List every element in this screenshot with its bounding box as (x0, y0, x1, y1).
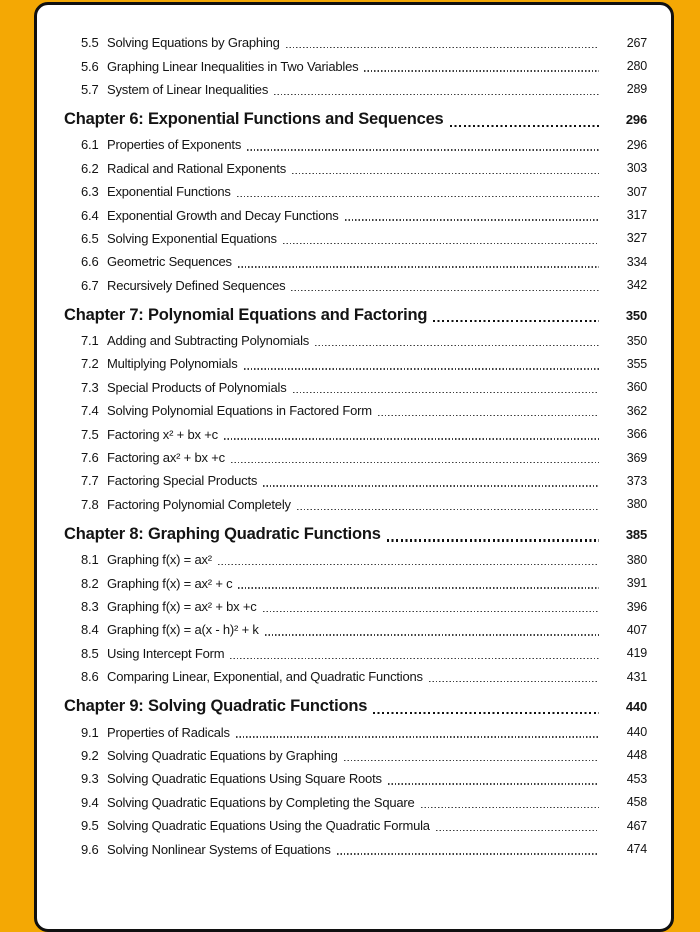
page-number: 448 (626, 748, 647, 763)
chapter-title: Chapter 6: Exponential Functions and Sequences (64, 110, 444, 129)
section-number: 7.1 (81, 333, 99, 349)
page-number: 317 (626, 208, 647, 223)
section-number: 5.5 (81, 35, 99, 51)
toc-entry-row (64, 329, 647, 352)
toc-entry-row (64, 446, 647, 469)
section-number: 6.1 (81, 137, 99, 153)
section-title: Solving Equations by Graphing (107, 35, 280, 51)
page-number: 355 (626, 356, 647, 371)
section-title: Using Intercept Form (107, 645, 225, 661)
toc-entry-row (64, 399, 647, 422)
section-number: 7.4 (81, 403, 99, 419)
section-title: Geometric Sequences (107, 254, 232, 270)
page-number: 373 (626, 473, 647, 488)
section-number: 6.5 (81, 230, 99, 246)
page-number: 419 (626, 646, 647, 661)
section-title: Graphing f(x) = a(x - h)² + k (107, 622, 259, 638)
section-title: Graphing f(x) = ax² (107, 552, 212, 568)
toc-entry-row (64, 352, 647, 375)
dot-leader (247, 149, 599, 150)
section-title: Solving Quadratic Equations by Graphing (107, 747, 338, 763)
section-title: Properties of Radicals (107, 724, 230, 740)
section-title: Factoring Special Products (107, 473, 258, 489)
section-number: 7.8 (81, 496, 99, 512)
section-number: 6.2 (81, 160, 99, 176)
dot-leader (231, 462, 599, 463)
dot-leader (337, 853, 599, 854)
dot-leader (291, 290, 599, 291)
section-number: 9.2 (81, 747, 99, 763)
page-number: 440 (625, 699, 647, 715)
section-number: 8.1 (81, 552, 99, 568)
page-number: 342 (626, 278, 647, 293)
section-title: Graphing Linear Inequalities in Two Variables (107, 58, 359, 74)
toc-entry-row (64, 250, 647, 273)
dot-leader (244, 368, 599, 369)
toc-entry-row (64, 469, 647, 492)
page-number: 327 (626, 231, 647, 246)
page-number: 296 (625, 112, 647, 128)
page-number: 360 (626, 380, 647, 395)
dot-leader (344, 760, 599, 761)
dot-leader (429, 681, 599, 682)
page-number: 334 (626, 254, 647, 269)
toc-chapter-row (64, 521, 647, 548)
page-number: 380 (626, 497, 647, 512)
page-number: 431 (626, 669, 647, 684)
toc-entry-row (64, 274, 647, 297)
section-number: 8.4 (81, 622, 99, 638)
section-title: Adding and Subtracting Polynomials (107, 333, 310, 349)
section-number: 7.7 (81, 473, 99, 489)
page-number: 369 (626, 450, 647, 465)
toc-entry-row (64, 571, 647, 594)
section-number: 7.5 (81, 426, 99, 442)
section-title: Solving Quadratic Equations Using Square Roots (107, 771, 382, 787)
page-number: 350 (626, 333, 647, 348)
dot-leader (238, 266, 599, 267)
page-number: 385 (625, 527, 647, 543)
toc-entry-row (64, 814, 647, 837)
toc-entry-row (64, 54, 647, 77)
toc-entry-row (64, 665, 647, 688)
section-number: 7.6 (81, 450, 99, 466)
page-number: 467 (626, 818, 647, 833)
section-number: 6.6 (81, 254, 99, 270)
dot-leader (450, 125, 599, 127)
dot-leader (293, 392, 599, 393)
dot-leader (345, 219, 599, 220)
toc-chapter-row (64, 302, 647, 329)
page-number: 280 (626, 59, 647, 74)
section-number: 7.3 (81, 379, 99, 395)
page-number: 350 (625, 307, 647, 323)
page-number: 453 (626, 771, 647, 786)
page-number: 396 (626, 599, 647, 614)
section-title: Recursively Defined Sequences (107, 277, 286, 293)
toc-chapter-row (64, 106, 647, 133)
toc-entry-row (64, 180, 647, 203)
page-number: 458 (626, 795, 647, 810)
page-number: 391 (626, 576, 647, 591)
toc-entry-row (64, 78, 647, 101)
dot-leader (230, 658, 599, 659)
page-number: 289 (626, 82, 647, 97)
toc-chapter-row (64, 693, 647, 720)
section-number: 9.1 (81, 724, 99, 740)
dot-leader (388, 783, 599, 784)
section-number: 5.7 (81, 81, 99, 97)
toc-entry-row (64, 376, 647, 399)
dot-leader (433, 320, 599, 322)
section-title: Solving Nonlinear Systems of Equations (107, 841, 331, 857)
section-title: Factoring x² + bx +c (107, 426, 218, 442)
section-number: 9.4 (81, 794, 99, 810)
toc-entry-row (64, 720, 647, 743)
section-title: System of Linear Inequalities (107, 81, 269, 97)
dot-leader (364, 70, 599, 71)
section-title: Exponential Growth and Decay Functions (107, 207, 339, 223)
dot-leader (297, 509, 599, 510)
chapter-title: Chapter 8: Graphing Quadratic Functions (64, 525, 381, 544)
dot-leader (292, 173, 599, 174)
toc-entry-row (64, 767, 647, 790)
dot-leader (265, 634, 599, 635)
page-number: 474 (626, 842, 647, 857)
dot-leader (274, 94, 599, 95)
dot-leader (218, 564, 599, 565)
toc-page (34, 2, 674, 932)
section-number: 6.4 (81, 207, 99, 223)
chapter-title: Chapter 9: Solving Quadratic Functions (64, 697, 368, 716)
dot-leader (436, 830, 599, 831)
dot-leader (263, 611, 599, 612)
page-number: 407 (626, 622, 647, 637)
page-number: 296 (626, 137, 647, 152)
section-title: Solving Quadratic Equations by Completing the Square (107, 794, 415, 810)
dot-leader (238, 587, 599, 588)
toc-entry-row (64, 548, 647, 571)
section-number: 9.3 (81, 771, 99, 787)
section-number: 6.7 (81, 277, 99, 293)
section-title: Properties of Exponents (107, 137, 242, 153)
section-number: 9.6 (81, 841, 99, 857)
section-number: 8.6 (81, 669, 99, 685)
page-number: 440 (626, 725, 647, 740)
toc-entry-row (64, 744, 647, 767)
toc-entry-row (64, 31, 647, 54)
toc-list (64, 31, 647, 861)
section-title: Radical and Rational Exponents (107, 160, 287, 176)
section-title: Factoring ax² + bx +c (107, 450, 225, 466)
page-number: 307 (626, 184, 647, 199)
section-title: Multiplying Polynomials (107, 356, 238, 372)
dot-leader (387, 539, 599, 541)
dot-leader (237, 196, 599, 197)
dot-leader (224, 438, 599, 439)
section-title: Special Products of Polynomials (107, 379, 287, 395)
toc-entry-row (64, 618, 647, 641)
toc-entry-row (64, 837, 647, 860)
toc-entry-row (64, 642, 647, 665)
toc-entry-row (64, 203, 647, 226)
section-number: 8.2 (81, 575, 99, 591)
dot-leader (263, 485, 599, 486)
section-number: 8.3 (81, 599, 99, 614)
section-title: Graphing f(x) = ax² + c (107, 575, 233, 591)
section-number: 8.5 (81, 645, 99, 661)
toc-entry-row (64, 133, 647, 156)
dot-leader (283, 243, 599, 244)
section-title: Factoring Polynomial Completely (107, 496, 291, 512)
toc-entry-row (64, 595, 647, 618)
page-number: 362 (626, 403, 647, 418)
page-number: 303 (626, 161, 647, 176)
section-number: 5.6 (81, 58, 99, 74)
dot-leader (378, 415, 599, 416)
page-number: 366 (626, 427, 647, 442)
toc-entry-row (64, 791, 647, 814)
section-number: 9.5 (81, 818, 99, 834)
section-title: Graphing f(x) = ax² + bx +c (107, 599, 257, 614)
section-title: Exponential Functions (107, 184, 231, 200)
dot-leader (373, 712, 599, 714)
page-number: 380 (626, 552, 647, 567)
section-title: Solving Polynomial Equations in Factored Form (107, 403, 372, 419)
dot-leader (421, 807, 599, 808)
toc-entry-row (64, 493, 647, 516)
toc-entry-row (64, 422, 647, 445)
dot-leader (286, 47, 599, 48)
section-number: 6.3 (81, 184, 99, 200)
page-number: 267 (626, 35, 647, 50)
dot-leader (236, 736, 599, 737)
section-number: 7.2 (81, 356, 99, 372)
chapter-title: Chapter 7: Polynomial Equations and Factoring (64, 305, 428, 324)
section-title: Solving Quadratic Equations Using the Quadratic Formula (107, 818, 430, 834)
toc-entry-row (64, 157, 647, 180)
dot-leader (315, 345, 599, 346)
section-title: Comparing Linear, Exponential, and Quadratic Functions (107, 669, 423, 685)
section-title: Solving Exponential Equations (107, 230, 277, 246)
toc-entry-row (64, 227, 647, 250)
